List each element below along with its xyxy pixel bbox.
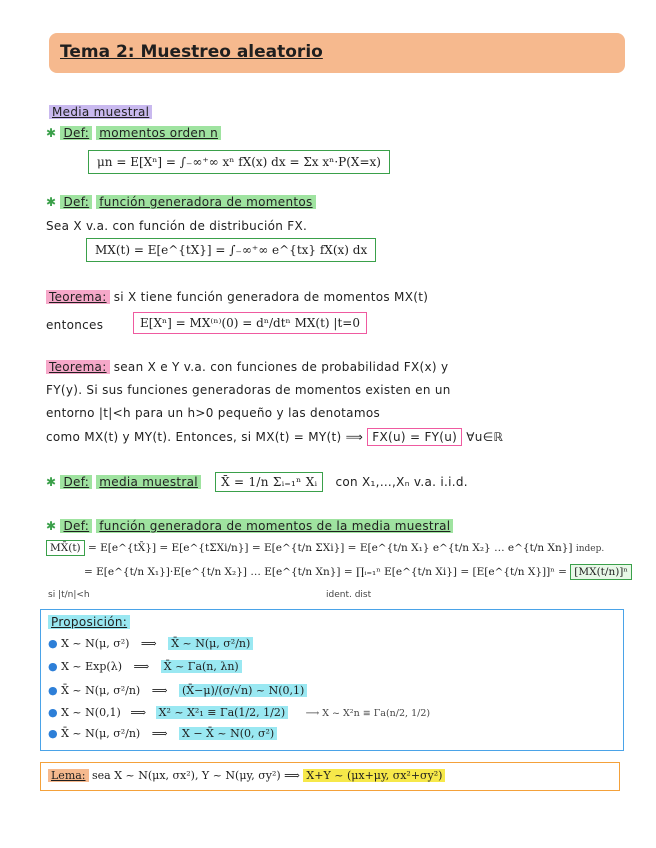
def-4-note-right: ident. dist [326, 590, 372, 600]
formula-sample-mean: X̄ = 1/n Σᵢ₌₁ⁿ Xᵢ [215, 472, 323, 492]
prop-item-4: ● X ~ N(0,1) ⟹ X² ~ X²₁ ≡ Γa(1/2, 1/2) ⟶ X ~ X²n ≡ Γa(n/2, 1/2) [48, 706, 431, 719]
star-icon: ✱ [46, 475, 57, 489]
def-mgf-sample-mean: ✱ Def: función generadora de momentos de la media muestral [46, 519, 453, 533]
def-name: momentos orden n [96, 126, 221, 140]
lemma-line: Lema: sea X ~ N(μx, σx²), Y ~ N(μy, σy²) ⟹ X+Y ~ (μx+μy, σx²+σy²) [48, 769, 445, 782]
def-mgf: ✱ Def: función generadora de momentos [46, 195, 316, 209]
prop-item-3: ● X̄ ~ N(μ, σ²/n) ⟹ (X̄−μ)/(σ/√n) ~ N(0,1) [48, 684, 307, 697]
section-heading: Media muestral [49, 105, 152, 119]
theorem-2-line-4: como MX(t) y MY(t). Entonces, si MX(t) = MY(t) ⟹ FX(u) = FY(u) ∀u∈ℝ [46, 430, 504, 444]
star-icon: ✱ [46, 519, 57, 533]
proposition-label: Proposición: [48, 615, 130, 629]
theorem-2-conclusion: FX(u) = FY(u) [367, 428, 462, 446]
star-icon: ✱ [46, 126, 57, 140]
theorem-2-line-1: Teorema: sean X e Y v.a. con funciones de probabilidad FX(x) y [46, 360, 448, 374]
formula-mgf: MX(t) = E[e^{tX}] = ∫₋∞⁺∞ e^{tx} fX(x) dx [86, 238, 376, 262]
theorem-1-line-2: entonces [46, 318, 104, 332]
theorem-2-line-2: FY(y). Si sus funciones generadoras de momentos existen en un [46, 383, 451, 397]
def-mgf-intro: Sea X v.a. con función de distribución FX. [46, 219, 308, 233]
prop-item-1: ● X ~ N(μ, σ²) ⟹ X̄ ~ N(μ, σ²/n) [48, 637, 253, 650]
def-sample-mean: ✱ Def: media muestral X̄ = 1/n Σᵢ₌₁ⁿ Xᵢ con X₁,…,Xₙ v.a. i.i.d. [46, 475, 468, 489]
def-4-note-left: si |t/n|<h [48, 590, 90, 600]
def-moments [46, 126, 221, 140]
theorem-2-line-3: entorno |t|<h para un h>0 pequeño y las denotamos [46, 406, 381, 420]
star-icon: ✱ [46, 195, 57, 209]
page-title: Tema 2: Muestreo aleatorio [60, 42, 323, 62]
def-label: Def: [60, 126, 92, 140]
prop-item-5: ● X̄ ~ N(μ, σ²/n) ⟹ X − X̄ ~ N(0, σ²) [48, 727, 277, 740]
def-4-line-2: = E[e^{t/n X₁}]·E[e^{t/n X₂}] … E[e^{t/n Xn}] = ∏ᵢ₌₁ⁿ E[e^{t/n Xi}] = [E[e^{t/n X}]]ⁿ = [MX(t/n)]ⁿ [84, 566, 632, 578]
formula-theorem-1: E[Xⁿ] = MX⁽ⁿ⁾(0) = dⁿ/dtⁿ MX(t) |t=0 [133, 312, 367, 334]
prop-item-2: ● X ~ Exp(λ) ⟹ X̄ ~ Γa(n, λn) [48, 660, 242, 673]
formula-moments: μn = E[Xⁿ] = ∫₋∞⁺∞ xⁿ fX(x) dx = Σx xⁿ·P(X=x) [88, 150, 390, 174]
def-4-line-1: MX̄(t) = E[e^{tX̄}] = E[e^{tΣXi/n}] = E[e^{t/n ΣXi}] = E[e^{t/n X₁} e^{t/n X₂} … e^{t/n Xn}] indep. [46, 542, 604, 554]
theorem-1-line-1: Teorema: si X tiene función generadora de momentos MX(t) [46, 290, 428, 304]
